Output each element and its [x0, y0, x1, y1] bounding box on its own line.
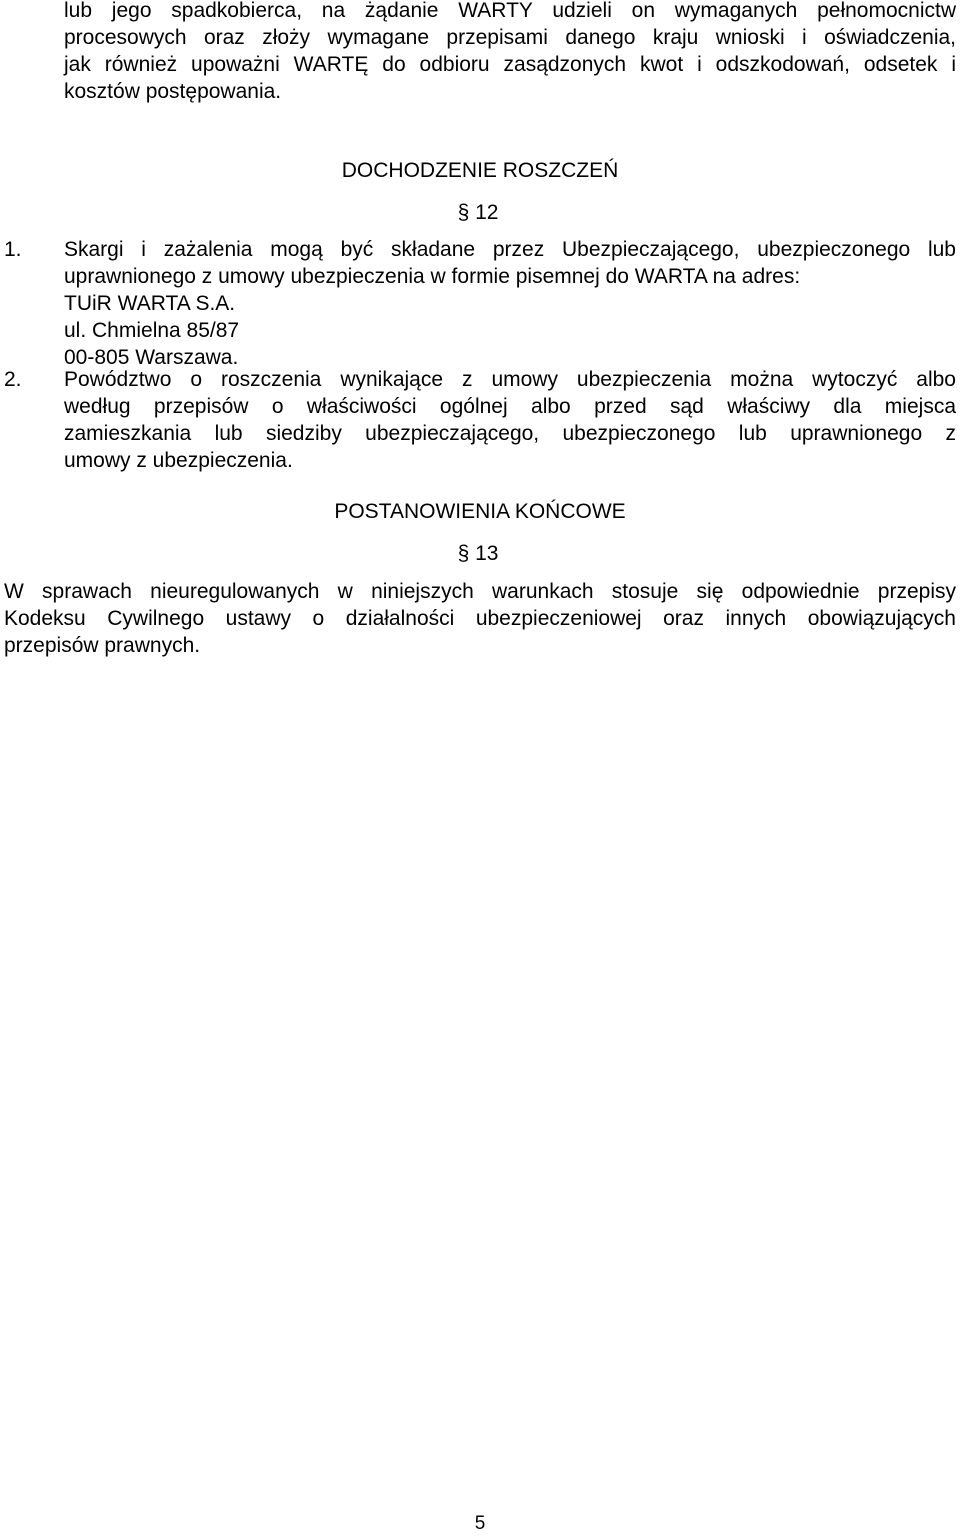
- paragraph-line: Kodeksu Cywilnego ustawy o działalności ubezpieczeniowej oraz innych obowiązujących: [4, 607, 956, 630]
- intro-paragraph: [64, 0, 956, 105]
- intro-line: kosztów postępowania.: [64, 80, 282, 103]
- paragraph-line: W sprawach nieuregulowanych w niniejszych warunkach stosuje się odpowiednie przepisy: [4, 580, 956, 603]
- item-line: TUiR WARTA S.A.: [64, 292, 236, 315]
- intro-line: lub jego spadkobierca, na żądanie WARTY udzieli on wymaganych pełnomocnictw: [64, 0, 956, 22]
- item-line: zamieszkania lub siedziby ubezpieczającego, ubezpieczonego lub uprawnionego z: [64, 422, 956, 445]
- section-12-title: DOCHODZENIE ROSZCZEŃ: [341, 159, 619, 182]
- section-12-item-1: [4, 236, 956, 371]
- page-number: 5: [474, 1513, 486, 1534]
- section-12-number: § 12: [457, 201, 499, 224]
- section-13-title: POSTANOWIENIA KOŃCOWE: [334, 500, 626, 523]
- item-line: umowy z ubezpieczenia.: [64, 449, 293, 472]
- section-12-item-2: [4, 366, 956, 474]
- paragraph-line: przepisów prawnych.: [4, 634, 201, 657]
- item-line: 00-805 Warszawa.: [64, 346, 239, 369]
- intro-line: jak również upoważni WARTĘ do odbioru zasądzonych kwot i odszkodowań, odsetek i: [64, 53, 956, 76]
- item-number: 1.: [4, 238, 22, 261]
- item-number: 2.: [4, 368, 22, 391]
- section-13-paragraph: [4, 578, 956, 659]
- section-13-number: § 13: [457, 542, 499, 565]
- item-line: uprawnionego z umowy ubezpieczenia w formie pisemnej do WARTA na adres:: [64, 265, 801, 288]
- item-line: według przepisów o właściwości ogólnej albo przed sąd właściwy dla miejsca: [64, 395, 956, 418]
- item-line: Skargi i zażalenia mogą być składane przez Ubezpieczającego, ubezpieczonego lub: [64, 238, 956, 261]
- item-line: ul. Chmielna 85/87: [64, 319, 240, 342]
- intro-line: procesowych oraz złoży wymagane przepisami danego kraju wnioski i oświadczenia,: [64, 26, 956, 49]
- item-line: Powództwo o roszczenia wynikające z umowy ubezpieczenia można wytoczyć albo: [64, 368, 956, 391]
